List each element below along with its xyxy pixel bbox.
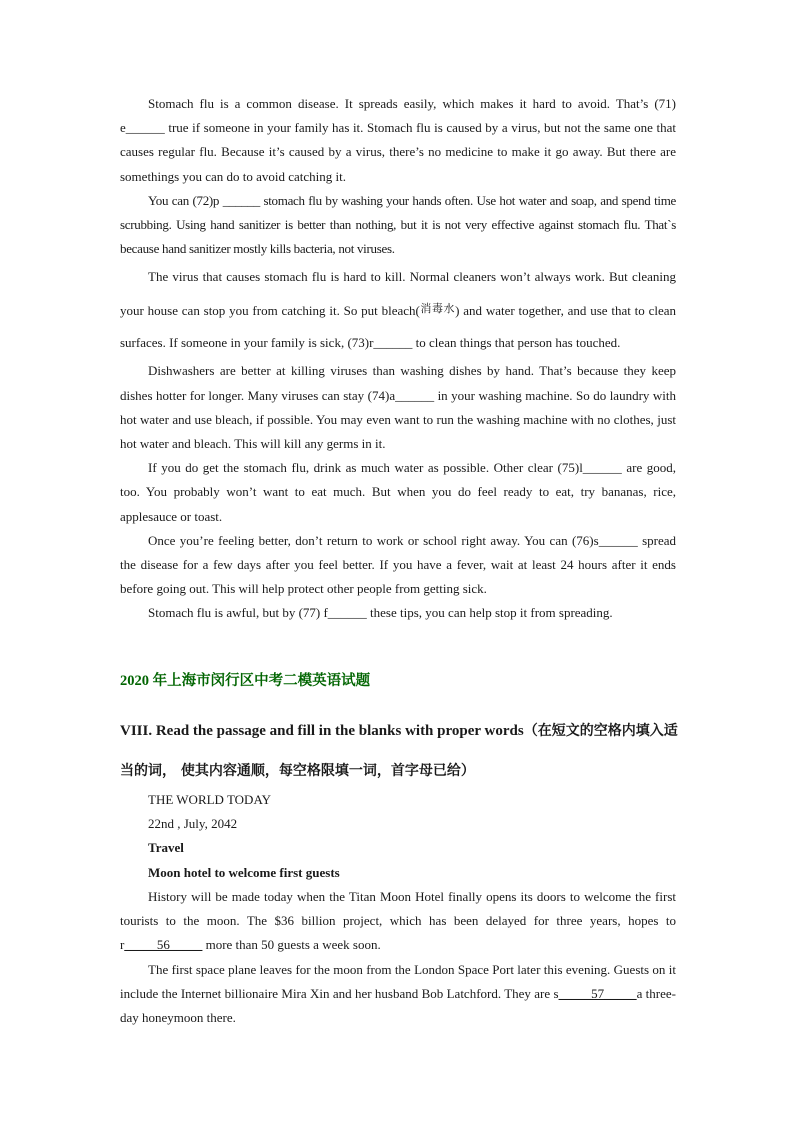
masthead: THE WORLD TODAY xyxy=(148,792,272,807)
section-title xyxy=(120,711,680,791)
paragraph-1: Stomach flu is a common disease. It spreads easily, which makes it hard to avoid. That’s (71) e______ true if someone in your family has it. Stomach flu is caused by a virus, but not the same one that causes regular flu. Because it’s caused by a virus, there’s no medicine to make it go away. But there are somethings you can do to avoid catching it. xyxy=(120,96,676,184)
paragraph-7: Stomach flu is awful, but by (77) f______ these tips, you can help stop it from spreading. xyxy=(148,605,613,621)
article-paragraph-2-part-b: a three-day honeymoon there. xyxy=(120,986,676,1026)
article-headline: Moon hotel to welcome first guests xyxy=(148,864,340,880)
section-title-cn: （在短文的空格内填入适当的词， 使其内容通顺，每空格限填一词，首字母已给） xyxy=(120,723,678,779)
article-paragraph-2-part-a: The first space plane leaves for the moon from the London Space Port later this evening. Guests on it include the Internet billionaire Mira Xin and her husband Bob Latchford. They are s xyxy=(120,961,676,1001)
paragraph-3-part-b: ) and water together, and use that to clean surfaces. If someone in your family is sick, (73)r______ to clean things that person has touched. xyxy=(120,303,676,351)
exam-heading: 2020 年上海市闵行区中考二模英语试题 xyxy=(120,673,371,689)
paragraph-3-part-a: The virus that causes stomach flu is hard to kill. Normal cleaners won’t always work. But cleaning your house can stop you from catching it. So put bleach( xyxy=(120,269,676,319)
article-category: Travel xyxy=(148,840,184,856)
blank-57: _____57_____ xyxy=(558,986,637,1001)
paragraph-2: You can (72)p ______ stomach flu by washing your hands often. Use hot water and soap, and spend time scrubbing. Using hand sanitizer is better than nothing, but it is not very effective against stomach flu. That`s because hand sanitizer mostly kills bacteria, not viruses. xyxy=(120,192,676,257)
passage-moon-hotel xyxy=(120,788,676,1031)
article-paragraph-1-part-a: History will be made today when the Titan Moon Hotel finally opens its doors to welcome the first tourists to the moon. The $36 billion project, which has been delayed for three years, hopes to r xyxy=(120,888,676,953)
chinese-gloss: 消毒水 xyxy=(419,302,456,316)
article-date: 22nd , July, 2042 xyxy=(148,816,238,832)
paragraph-6: Once you’re feeling better, don’t return to work or school right away. You can (76)s______ spread the disease for a few days after you feel better. If you have a fever, wait at least 24 hours after it ends before going out. This will help protect other people from getting sick. xyxy=(120,532,676,597)
article-paragraph-1-part-b: more than 50 guests a week soon. xyxy=(202,937,381,953)
paragraph-5: If you do get the stomach flu, drink as much water as possible. Other clear (75)l______ are good, too. You probably won’t want to eat much. But when you do feel ready to eat, try bananas, rice, applesauce or toast. xyxy=(120,460,676,524)
article-paragraph-2 xyxy=(120,958,676,1031)
blank-56: _____56_____ xyxy=(124,937,203,953)
paragraph-4: Dishwashers are better at killing viruses than washing dishes by hand. That’s because they keep dishes hotter for longer. Many viruses can stay (74)a______ in your washing machine. So do laundry with hot water and use bleach, if possible. You may even want to run the washing machine with no clothes, just hot water and bleach. This will kill any germs in it. xyxy=(120,363,676,452)
passage-stomach-flu xyxy=(120,92,676,626)
paragraph-3 xyxy=(120,261,676,359)
article-paragraph-1 xyxy=(120,885,676,958)
section-title-en: VIII. Read the passage and fill in the blanks with proper words xyxy=(120,723,524,739)
